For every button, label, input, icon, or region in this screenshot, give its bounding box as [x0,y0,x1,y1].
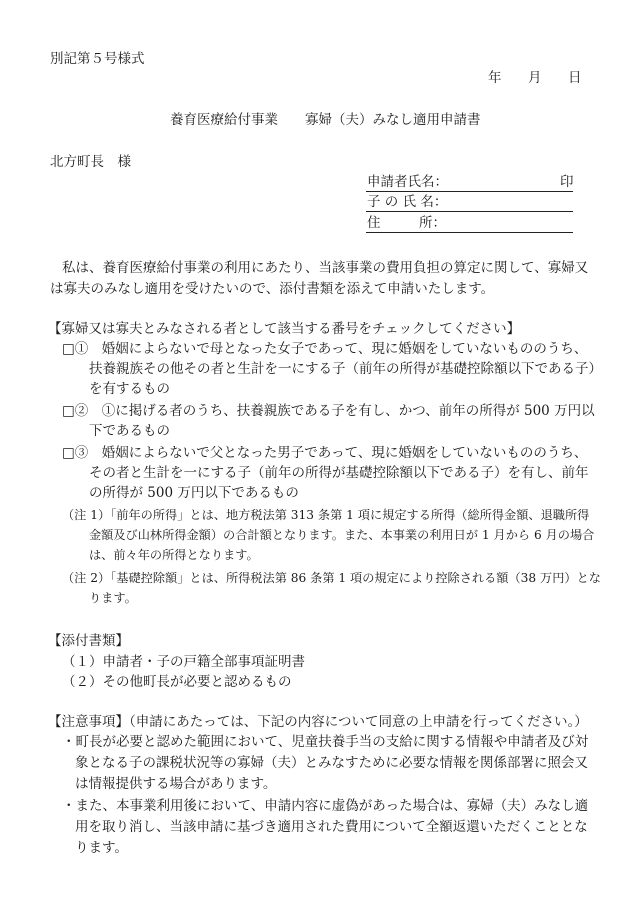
addressee: 北方町長 様 [50,154,131,170]
note-2-line: （注 2）「基礎控除額」とは、所得税法第 86 条第 1 項の規定により控除される額（38 万円）とな [62,571,601,585]
option-1-line: を有するもの [89,381,170,397]
note-1-line: 金額及び山林所得金額）の合計額となります。また、本事業の利用日が 1 月から 6 月の場合 [89,528,595,542]
option-2-line: 下であるもの [89,423,170,439]
note-1-line: （注 1）「前年の所得」とは、地方税法第 313 条第 1 項に規定する所得（総所得金額、退職所得 [62,508,590,522]
option-1-line: 扶養親族その他その者と生計を一にする子（前年の所得が基礎控除額以下である子） [89,361,602,377]
caution-2-line: 用を取り消し、当該申請に基づき適用された費用について全額返還いただくこととな [75,819,588,835]
date-year-label: 年 [488,70,502,86]
option-3-line: □③ 婚姻によらないで父となった男子であって、現に婚姻をしていないもののうち、 [62,445,588,461]
option-1-line: □① 婚姻によらないで母となった女子であって、現に婚姻をしていないもののうち、 [62,341,588,357]
caution-heading: 【注意事項】（申請にあたっては、下記の内容について同意の上申請を行ってください。） [48,714,588,730]
note-1-line: は、前々年の所得となります。 [89,548,259,562]
caution-2-line: ります。 [75,840,128,856]
child-name-line [366,211,573,212]
caution-2-line: ・また、本事業利用後において、申請内容に虚偽があった場合は、寡婦（夫）みなし適 [62,798,589,814]
attachment-item: （１）申請者・子の戸籍全部事項証明書 [62,654,305,670]
note-2-line: ります。 [89,591,137,605]
option-2-line: □② ①に掲げる者のうち、扶養親族である子を有し、かつ、前年の所得が 500 万円以 [62,403,595,419]
attachments-heading: 【添付書類】 [48,633,129,649]
address-label-second: 所： [419,215,446,231]
seal-mark: 印 [560,174,574,190]
child-name-label: 子 の 氏 名： [367,194,448,210]
caution-1-line: 象となる子の課税状況等の寡婦（夫）とみなすために必要な情報を関係部署に照会又 [75,755,588,771]
date-day-label: 日 [568,70,582,86]
caution-1-line: は情報提供する場合があります。 [75,776,277,792]
applicant-name-line [366,191,573,192]
option-3-line: の所得が 500 万円以下であるもの [89,485,299,501]
address-line [366,232,573,233]
caution-1-line: ・町長が必要と認めた範囲において、児童扶養手当の支給に関する情報や申請者及び対 [62,734,589,750]
option-3-line: その者と生計を一にする子（前年の所得が基礎控除額以下である子）を有し、前年 [89,465,589,481]
check-heading: 【寡婦又は寡夫とみなされる者として該当する番号をチェックしてください】 [48,321,521,337]
attachment-item: （２）その他町長が必要と認めるもの [62,674,292,690]
form-number: 別記第５号様式 [50,51,145,67]
intro-line: 私は、養育医療給付事業の利用にあたり、当該事業の費用負担の算定に関して、寡婦又 [62,260,589,276]
applicant-name-label: 申請者氏名： [367,174,448,190]
address-label-first: 住 [367,215,381,231]
document-title: 養育医療給付事業 寡婦（夫）みなし適用申請書 [170,112,481,128]
date-month-label: 月 [528,70,542,86]
intro-line: は寡夫のみなし適用を受けたいので、添付書類を添えて申請いたします。 [50,281,495,297]
